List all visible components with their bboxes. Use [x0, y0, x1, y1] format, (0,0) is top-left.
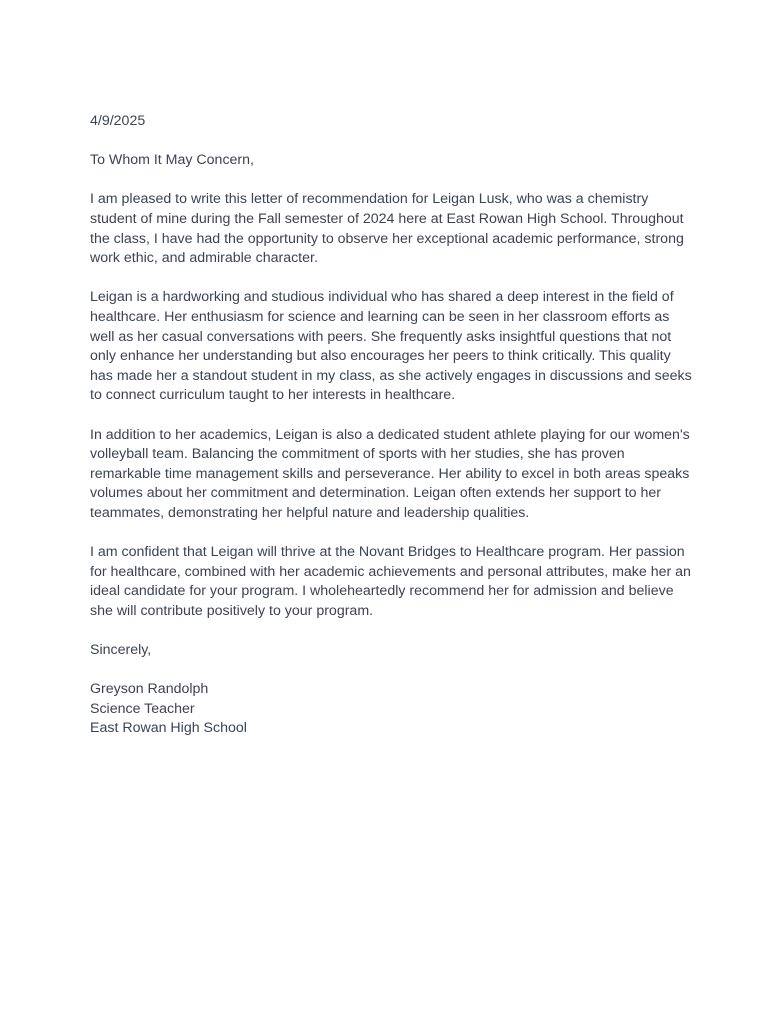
paragraph-line: I am confident that Leigan will thrive at the Novant Bridges to Healthcare program. Her passion	[90, 544, 685, 561]
letter-signature	[90, 680, 690, 739]
paragraph-line: well as her casual conversations with peers. She frequently asks insightful questions that not	[90, 328, 672, 345]
paragraph-line: teammates, demonstrating her helpful nature and leadership qualities.	[90, 504, 530, 521]
paragraph-line: volleyball team. Balancing the commitment of sports with her studies, she has proven	[90, 446, 625, 463]
paragraph-line: to connect curriculum taught to her interests in healthcare.	[90, 387, 456, 404]
signature-school: East Rowan High School	[90, 720, 247, 737]
paragraph-line: healthcare. Her enthusiasm for science and learning can be seen in her classroom efforts as	[90, 308, 670, 325]
paragraph-line: remarkable time management skills and perseverance. Her ability to excel in both areas speaks	[90, 465, 690, 482]
salutation-text: To Whom It May Concern,	[90, 152, 254, 169]
letter-closing	[90, 641, 690, 661]
paragraph-line: work ethic, and admirable character.	[90, 250, 318, 267]
paragraph-line: I am pleased to write this letter of recommendation for Leigan Lusk, who was a chemistry	[90, 191, 649, 208]
paragraph-3	[90, 426, 690, 524]
paragraph-line: she will contribute positively to your program.	[90, 602, 374, 619]
paragraph-line: the class, I have had the opportunity to observe her exceptional academic performance, strong	[90, 230, 684, 247]
date-text: 4/9/2025	[90, 113, 146, 129]
paragraph-line: has made her a standout student in my class, as she actively engages in discussions and seeks	[90, 367, 692, 384]
paragraph-line: for healthcare, combined with her academic achievements and personal attributes, make her an	[90, 563, 691, 580]
closing-text: Sincerely,	[90, 642, 152, 659]
paragraph-line: only enhance her understanding but also encourages her peers to think critically. This quality	[90, 348, 671, 365]
signature-name: Greyson Randolph	[90, 681, 209, 698]
signature-title: Science Teacher	[90, 700, 195, 717]
paragraph-line: ideal candidate for your program. I wholeheartedly recommend her for admission and believe	[90, 583, 674, 600]
paragraph-4	[90, 543, 690, 621]
letter-salutation	[90, 151, 690, 171]
paragraph-line: In addition to her academics, Leigan is also a dedicated student athlete playing for our women's	[90, 426, 690, 443]
paragraph-line: student of mine during the Fall semester of 2024 here at East Rowan High School. Throughout	[90, 210, 684, 227]
paragraph-2	[90, 288, 690, 406]
letter-page	[90, 112, 690, 759]
paragraph-1	[90, 190, 690, 268]
letter-date	[90, 112, 690, 132]
paragraph-line: volumes about her commitment and determination. Leigan often extends her support to her	[90, 485, 661, 502]
paragraph-line: Leigan is a hardworking and studious individual who has shared a deep interest in the field of	[90, 289, 674, 306]
